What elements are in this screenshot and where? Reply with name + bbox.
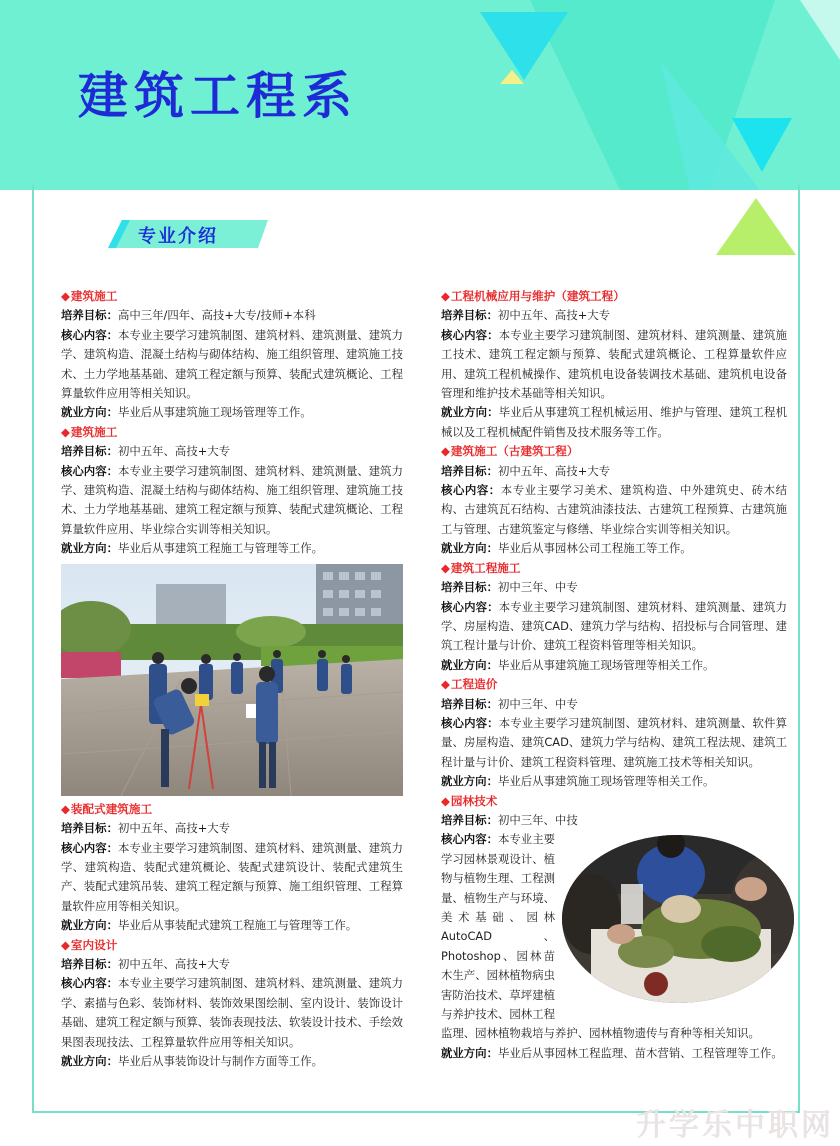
program-core: 核心内容：本专业主要学习建筑制图、建筑材料、建筑测量、建筑力学、建筑构造、混凝土结构与砌体结构、施工组织管理、建筑施工技术、土力学地基基础、建筑工程定额与预算、装配式建筑概论、工程算量软件应用等相关知识。 xyxy=(61,327,403,401)
program-core: 核心内容：本专业主要学习建筑制图、建筑材料、建筑测量、建筑力学、房屋构造、建筑CAD、建筑力学与结构、招投标与合同管理、建筑工程计量与计价、建筑工程资料管理等相关知识。 xyxy=(441,599,787,653)
program-core: 核心内容：本专业主要学习美术、建筑构造、中外建筑史、砖木结构、古建筑瓦石结构、古建筑油漆技法、古建筑工程预算、古建筑施工与管理、古建筑鉴定与修缮、毕业综合实训等相关知识。 xyxy=(441,483,787,536)
diamond-icon: ◆ xyxy=(441,444,450,459)
program-career: 就业方向：毕业后从事建筑工程施工与管理等工作。 xyxy=(61,541,324,556)
program-block xyxy=(61,423,403,559)
program-goal: 培养目标：初中五年、高技+大专 xyxy=(441,308,611,323)
program-title: ◆装配式建筑施工 xyxy=(61,801,153,816)
program-career: 就业方向：毕业后从事建筑施工现场管理等相关工作。 xyxy=(441,774,715,789)
program-core: 核心内容：本专业主要学习建筑制图、建筑材料、建筑测量、建筑力学、素描与色彩、装饰材料、装饰效果图绘制、室内设计、装饰设计基础、建筑工程定额与预算、装饰表现技法、软装设计技术、手绘效果图表现技法、工程算量软件应用等相关知识。 xyxy=(61,976,403,1049)
program-career: 就业方向：毕业后从事建筑施工现场管理等工作。 xyxy=(61,405,312,420)
program-career: 就业方向：毕业后从事装配式建筑工程施工与管理等工作。 xyxy=(61,918,358,933)
diamond-icon: ◆ xyxy=(61,937,70,952)
program-title: ◆建筑施工 xyxy=(61,289,118,303)
program-title: ◆建筑施工 xyxy=(61,424,118,439)
diamond-icon: ◆ xyxy=(61,289,70,303)
program-goal: 培养目标：初中三年、中专 xyxy=(441,696,578,711)
diamond-icon: ◆ xyxy=(441,677,450,692)
diamond-icon: ◆ xyxy=(441,289,450,303)
program-block xyxy=(61,800,403,936)
program-core: 核心内容：本专业主要学习建筑制图、建筑材料、建筑测量、建筑力学、建筑构造、混凝土结构与砌体结构、施工组织管理、建筑施工技术、土力学地基基础、建筑工程定额与预算、装配式建筑概论、工程算量软件应用、毕业综合实训等相关知识。 xyxy=(61,463,403,536)
program-goal: 培养目标：高中三年/四年、高技+大专/技师+本科 xyxy=(61,308,316,323)
diamond-icon: ◆ xyxy=(61,801,70,816)
diamond-icon: ◆ xyxy=(441,793,450,808)
program-goal: 培养目标：初中五年、高技+大专 xyxy=(441,463,611,478)
program-title: ◆工程机械应用与维护（建筑工程） xyxy=(441,289,625,303)
program-title: ◆室内设计 xyxy=(61,937,118,952)
section-title: 专业介绍 xyxy=(138,226,218,247)
program-goal: 培养目标：初中五年、高技+大专 xyxy=(61,956,231,971)
right-column xyxy=(441,287,787,1063)
program-goal: 培养目标：初中五年、高技+大专 xyxy=(61,821,231,836)
program-career: 就业方向：毕业后从事园林公司工程施工等工作。 xyxy=(441,541,692,556)
program-core: 核心内容：本专业主要学习建筑制图、建筑材料、建筑测量、建筑施工技术、建筑工程定额与预算、装配式建筑概论、工程算量软件应用、建筑工程机械操作、建筑机电设备装调技术基础、建筑机电设备管理和维护技术基础等相关知识。 xyxy=(441,327,787,401)
survey-training-photo xyxy=(61,564,403,796)
program-core: 核心内容：本专业主要学习建筑制图、建筑材料、建筑测量、建筑力学、建筑构造、装配式建筑概论、装配式建筑设计、装配式建筑生产、装配式建筑吊装、建筑工程定额与预算、施工组织管理、工程算量软件应用等相关知识。 xyxy=(61,840,403,913)
program-title: ◆建筑施工（古建筑工程） xyxy=(441,444,579,459)
program-career: 就业方向：毕业后从事园林工程监理、苗木营销、工程管理等工作。 xyxy=(441,1045,783,1060)
gardening-class-photo xyxy=(561,834,795,1004)
program-title: ◆园林技术 xyxy=(441,793,498,808)
watermark: 升学乐中职网 xyxy=(636,1108,834,1143)
program-career: 就业方向：毕业后从事装饰设计与制作方面等工作。 xyxy=(61,1053,324,1068)
page-title: 建筑工程系 xyxy=(78,67,358,125)
program-career: 就业方向：毕业后从事建筑施工现场管理等相关工作。 xyxy=(441,657,715,672)
program-title: ◆工程造价 xyxy=(441,677,498,692)
program-block xyxy=(441,792,787,1064)
program-block xyxy=(441,675,787,791)
program-title: ◆建筑工程施工 xyxy=(441,560,521,575)
program-core: 核心内容：本专业主要学习园林景观设计、植物与植物生理、工程测量、植物生产与环境、美术基础、园林AutoCAD、Photoshop、园林苗木生产、园林植物病虫害防治技术、草坪建植与养护技术、园林工程监理、园林植物栽培与养护、园林植物遗传与育种等相关知识。 xyxy=(441,832,760,1041)
program-block xyxy=(441,287,787,442)
section-badge xyxy=(108,220,268,248)
program-core: 核心内容：本专业主要学习建筑制图、建筑材料、建筑测量、软件算量、房屋构造、建筑CAD、建筑力学与结构、建筑工程法规、建筑工程计量与计价、建筑工程资料管理、建筑施工技术等相关知识。 xyxy=(441,715,787,769)
program-block xyxy=(441,559,787,675)
program-goal: 培养目标：初中三年、中专 xyxy=(441,580,578,595)
program-block xyxy=(61,287,403,423)
program-block xyxy=(441,442,787,558)
diamond-icon: ◆ xyxy=(61,424,70,439)
left-column xyxy=(61,287,403,1071)
diamond-icon: ◆ xyxy=(441,560,450,575)
program-goal: 培养目标：初中三年、中技 xyxy=(441,812,578,827)
program-career: 就业方向：毕业后从事建筑工程机械运用、维护与管理、建筑工程机械以及工程机械配件销售及技术服务等工作。 xyxy=(441,405,787,439)
program-goal: 培养目标：初中五年、高技+大专 xyxy=(61,444,231,459)
program-block xyxy=(61,936,403,1072)
